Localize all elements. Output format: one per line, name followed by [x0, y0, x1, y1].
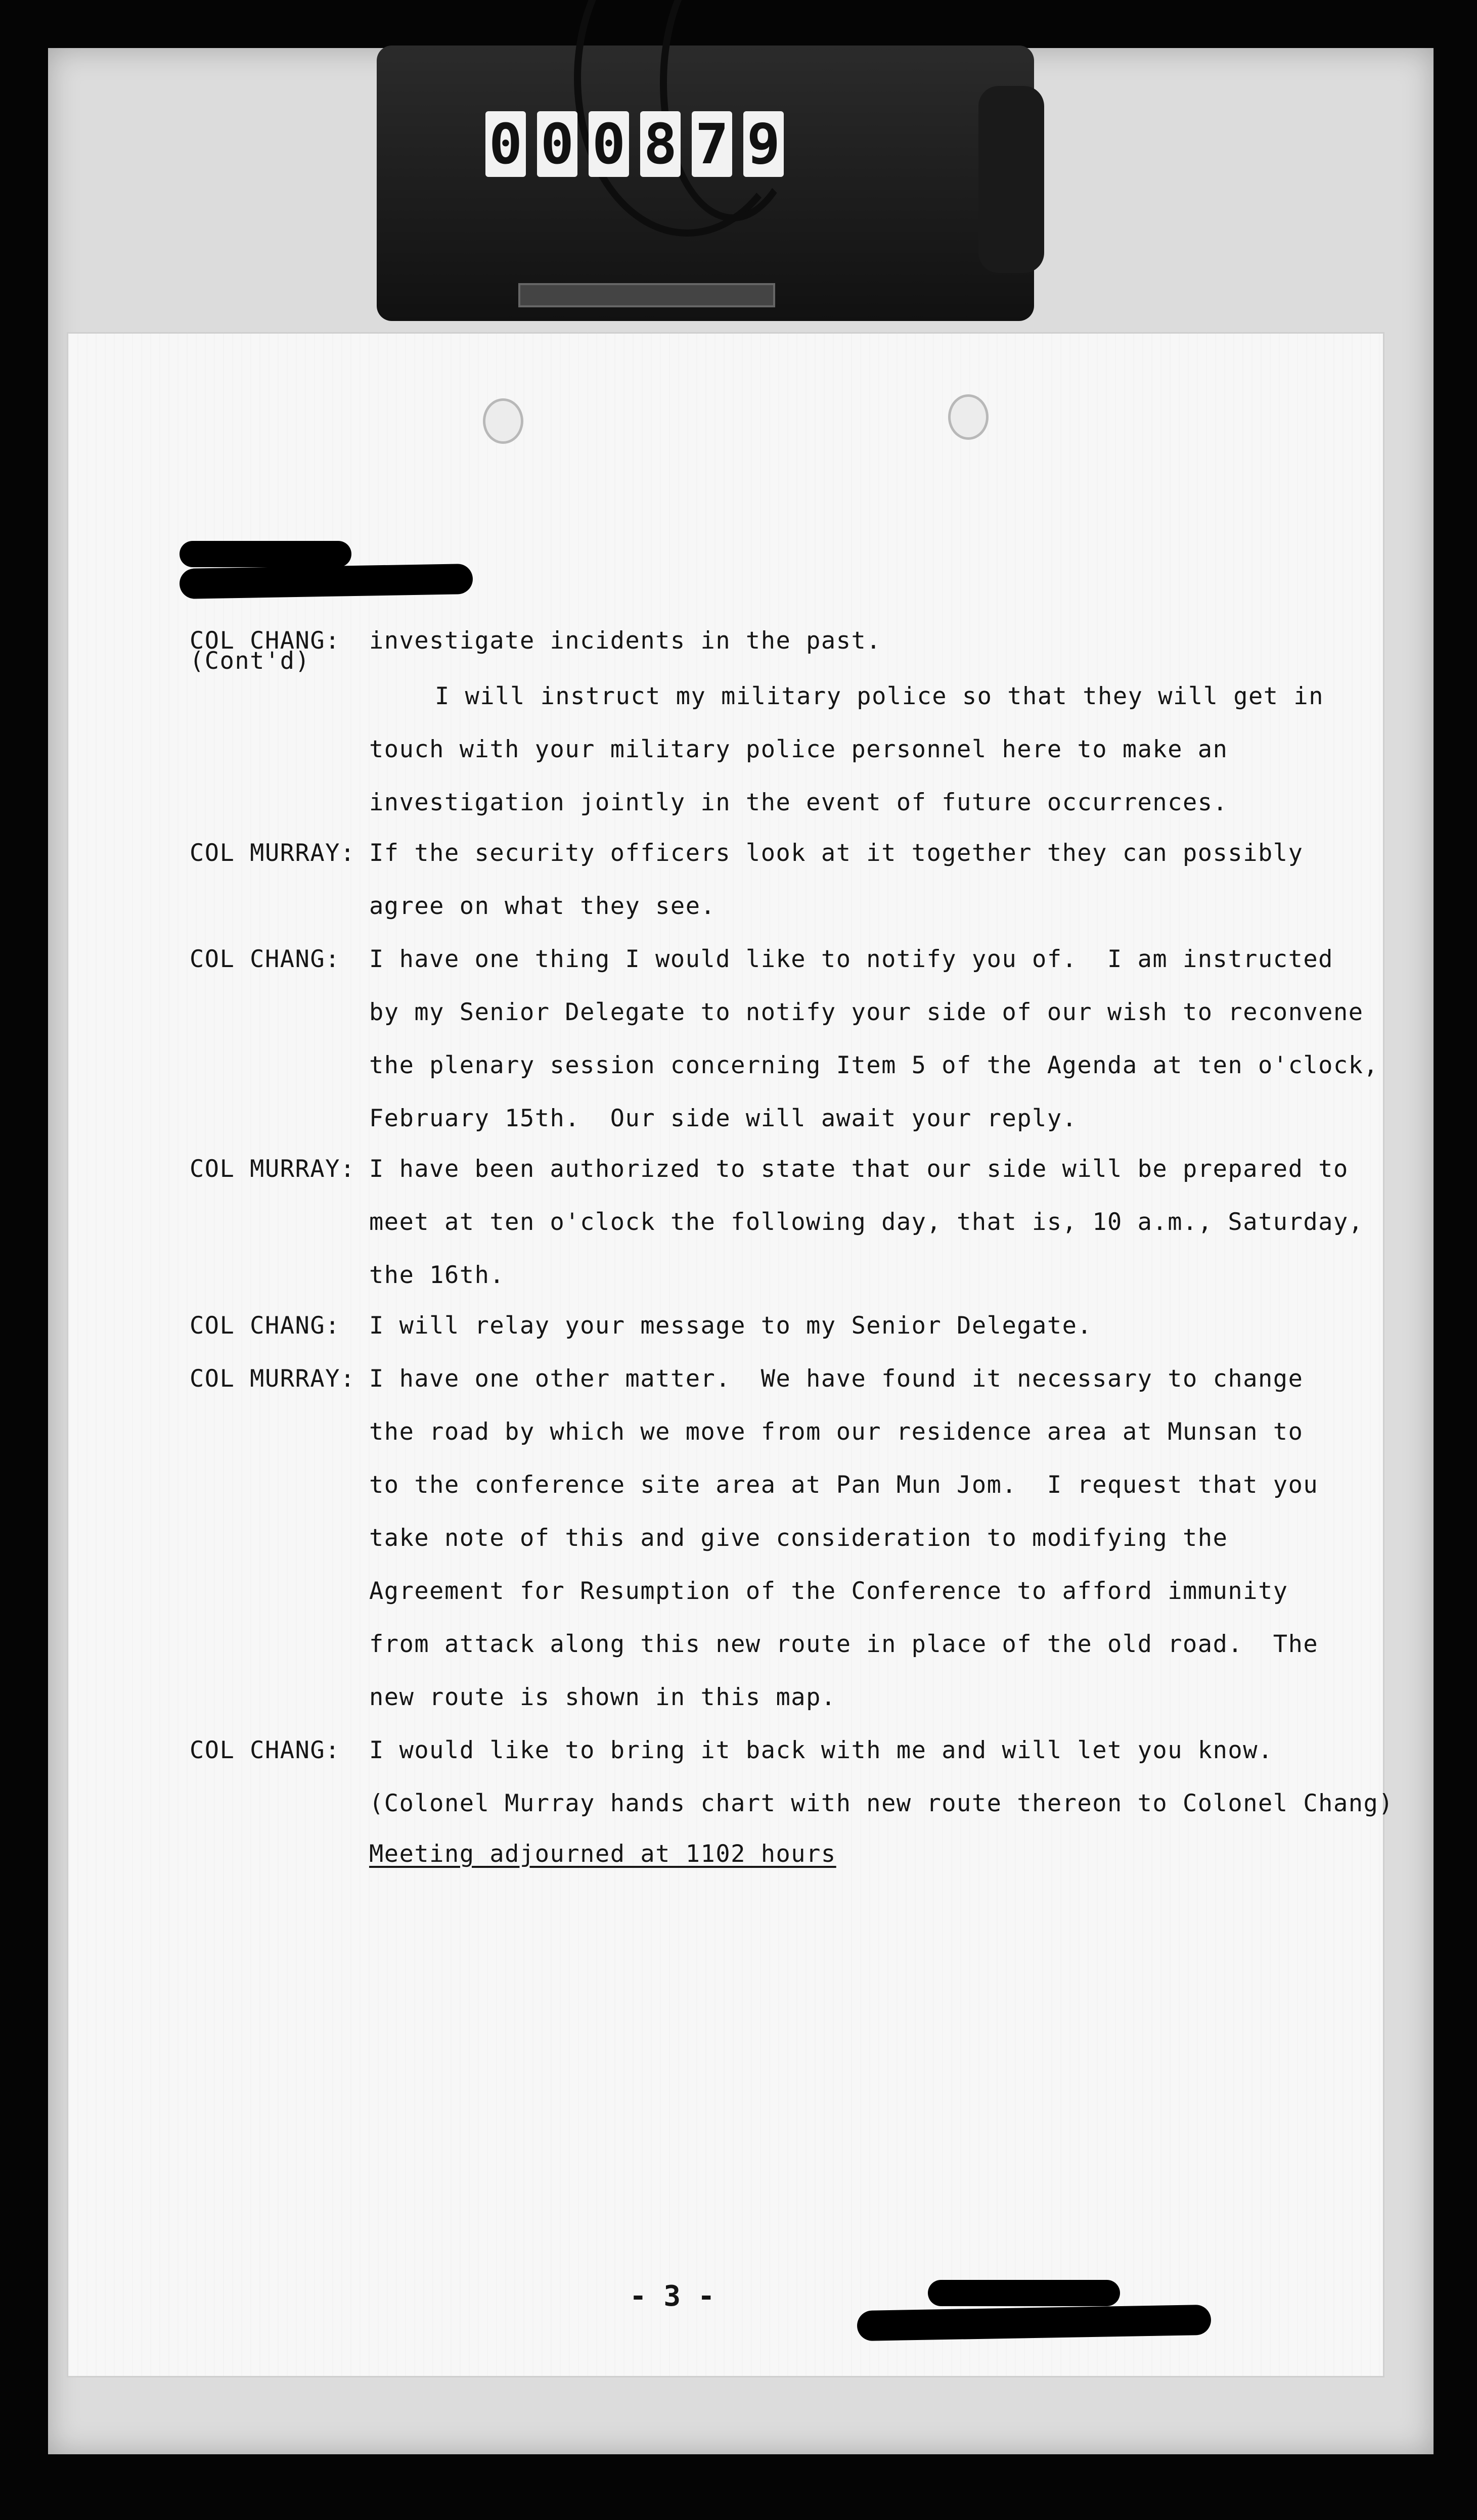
counter-digit: 8: [640, 111, 681, 177]
counter-digit: 9: [743, 111, 784, 177]
transcript-line: February 15th. Our side will await your reply.: [369, 1105, 1078, 1132]
counter-digit: 7: [692, 111, 732, 177]
transcript-line: I have one other matter. We have found it necessary to change: [369, 1365, 1304, 1393]
transcript-line: If the security officers look at it together they can possibly: [369, 839, 1304, 867]
speaker-label: COL MURRAY:: [190, 1155, 355, 1183]
transcript-line: the plenary session concerning Item 5 of the Agenda at ten o'clock,: [369, 1051, 1379, 1079]
transcript-line: to the conference site area at Pan Mun Jom. I request that you: [369, 1471, 1319, 1499]
transcript-line: investigation jointly in the event of future occurrences.: [369, 789, 1228, 816]
redaction-mark: [928, 2280, 1120, 2306]
transcript-line: the road by which we move from our residence area at Munsan to: [369, 1418, 1304, 1446]
transcript-line: take note of this and give consideration to modifying the: [369, 1524, 1228, 1552]
speaker-label: COL MURRAY:: [190, 839, 355, 867]
transcript-line: I will relay your message to my Senior Delegate.: [369, 1312, 1093, 1340]
transcript-line: investigate incidents in the past.: [369, 627, 882, 655]
transcript-line: new route is shown in this map.: [369, 1683, 836, 1711]
counter-wheel: [978, 86, 1044, 273]
transcript-line: (Colonel Murray hands chart with new route thereon to Colonel Chang): [369, 1790, 1394, 1817]
redaction-mark: [180, 541, 351, 567]
transcript-line: by my Senior Delegate to notify your side of our wish to reconvene: [369, 998, 1364, 1026]
speaker-label: COL CHANG:: [190, 1312, 340, 1340]
counter-digit: 0: [485, 111, 526, 177]
transcript-line: from attack along this new route in place of the old road. The: [369, 1630, 1319, 1658]
transcript-line: agree on what they see.: [369, 892, 716, 920]
speaker-label: COL MURRAY:: [190, 1365, 355, 1393]
speaker-label: COL CHANG:: [190, 1736, 340, 1764]
punch-hole: [948, 394, 989, 440]
transcript-line: meet at ten o'clock the following day, that is, 10 a.m., Saturday,: [369, 1208, 1364, 1236]
page-number: - 3 -: [630, 2280, 715, 2313]
meeting-adjourned-note: Meeting adjourned at 1102 hours: [369, 1840, 836, 1868]
punch-hole: [483, 398, 523, 444]
transcript-line: I have one thing I would like to notify you of. I am instructed: [369, 945, 1333, 973]
counter-digit: 0: [537, 111, 577, 177]
counter-slot: [518, 283, 775, 307]
transcript-line: Agreement for Resumption of the Conference to afford immunity: [369, 1577, 1288, 1605]
counter-digit: 0: [589, 111, 629, 177]
redaction-mark: [857, 2305, 1212, 2341]
typed-page: [68, 334, 1394, 2376]
speaker-label: (Cont'd): [190, 647, 310, 675]
transcript-line: touch with your military police personnel here to make an: [369, 736, 1228, 763]
transcript-line: I have been authorized to state that our side will be prepared to: [369, 1155, 1349, 1183]
transcript-line: I will instruct my military police so that they will get in: [435, 682, 1324, 710]
transcript-line: the 16th.: [369, 1261, 505, 1289]
transcript-line: I would like to bring it back with me and will let you know.: [369, 1736, 1273, 1764]
speaker-label: COL CHANG:: [190, 627, 340, 655]
frame-counter-digits: [485, 111, 784, 182]
speaker-label: COL CHANG:: [190, 945, 340, 973]
redaction-mark: [180, 564, 473, 599]
frame-counter-device: [377, 45, 1034, 321]
